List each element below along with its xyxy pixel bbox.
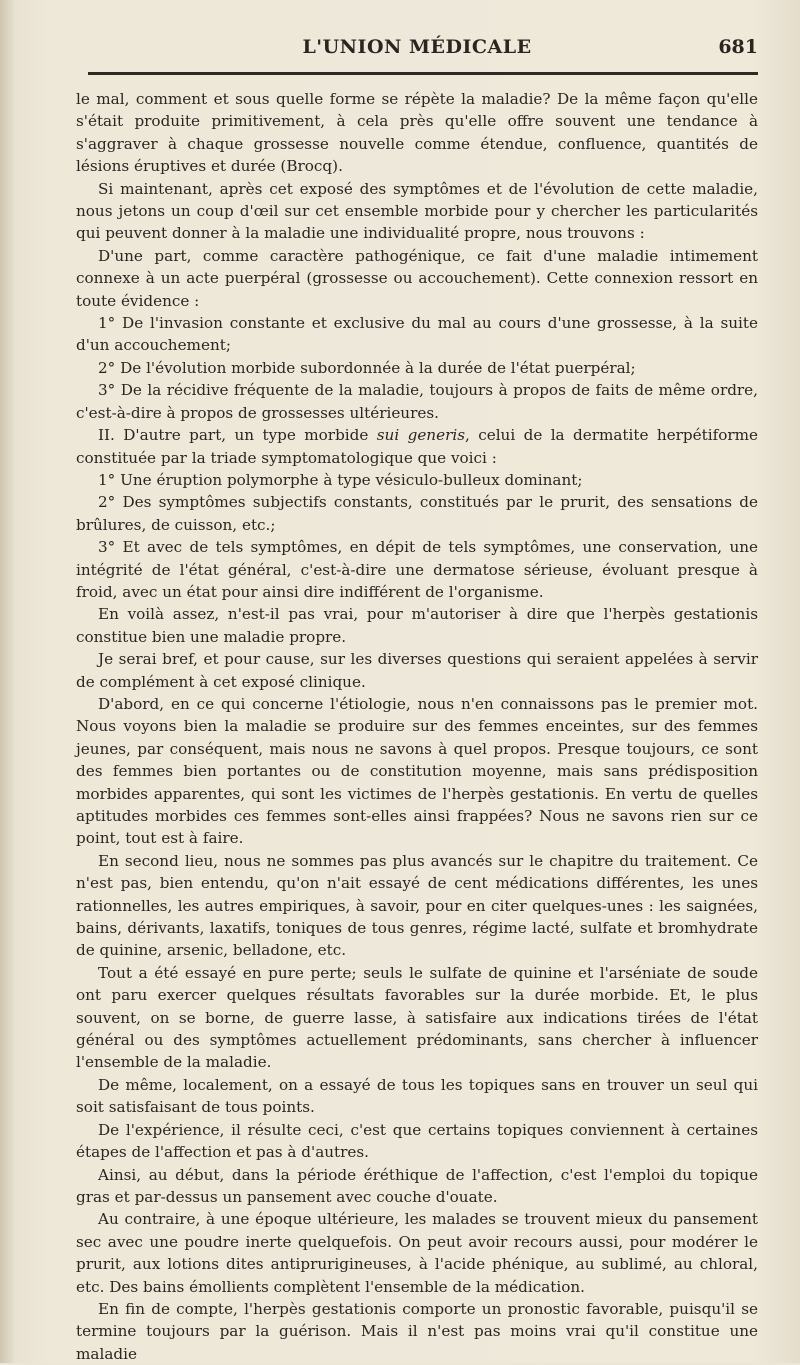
header-rule [88,72,758,75]
paragraph: 2° De l'évolution morbide subordonnée à la durée de l'état puerpéral; [98,358,636,377]
paragraph: De l'expérience, il résulte ceci, c'est que certains topiques conviennent à certaines étapes de l'affection et pas à d'autres. [76,1120,758,1162]
paragraph: 3° De la récidive fréquente de la maladie, toujours à propos de faits de même ordre, c'est-à-dire à propos de grossesses ultérieures. [76,381,758,422]
paragraph: 1° Une éruption polymorphe à type vésiculo-bulleux dominant; [98,470,583,489]
page-header [76,34,758,74]
paragraph: En fin de compte, l'herpès gestationis comporte un pronostic favorable, puisqu'il se termine toujours par la guérison. Mais il n'est pas moins vrai qu'il constitue une maladie [76,1299,758,1363]
paragraph: De même, localement, on a essayé de tous les topiques sans en trouver un seul qui soit satisfaisant de tous points. [76,1075,758,1117]
body-text [76,88,758,1365]
paragraph: Tout a été essayé en pure perte; seuls le sulfate de quinine et l'arséniate de soude ont paru exercer quelques résultats favorables sur la durée morbide. Et, le plus souvent, on se borne, de guerre lasse, à satisfaire aux indications tirées de l'état général ou des symptômes actuellement prédominants, sans chercher à influencer l'ensemble de la maladie. [76,963,758,1072]
paragraph: 1° De l'invasion constante et exclusive du mal au cours d'une grossesse, à la suite d'un accouchement; [76,314,758,355]
paragraph: En voilà assez, n'est-il pas vrai, pour m'autoriser à dire que l'herpès gestationis constitue bien une maladie propre. [76,605,758,646]
paragraph: En second lieu, nous ne sommes pas plus avancés sur le chapitre du traitement. Ce n'est pas, bien entendu, qu'on n'ait essayé de cent médications différentes, les unes rationnelles, les autres empiriques, à savoir, pour en citer quelques-unes : les saignées, bains, dérivants, laxatifs, toniques de tous genres, régime lacté, sulfate et bromhydrate de quinine, arsenic, belladone, etc. [76,851,758,960]
paragraph: II. D'autre part, un type morbide sui generis, celui de la dermatite herpétiforme constituée par la triade symptomatologique que voici : [76,426,758,467]
paragraph: Ainsi, au début, dans la période éréthique de l'affection, c'est l'emploi du topique gras et par-dessus un pansement avec couche d'ouate. [76,1165,758,1206]
paragraph: Si maintenant, après cet exposé des symptômes et de l'évolution de cette maladie, nous jetons un coup d'œil sur cet ensemble morbide pour y chercher les particularités qui peuvent donner à la maladie une individualité propre, nous trouvons : [76,179,758,243]
page-number: 681 [718,36,758,58]
paragraph: Au contraire, à une époque ultérieure, les malades se trouvent mieux du pansement sec avec une poudre inerte quelquefois. On peut avoir recours aussi, pour modérer le prurit, aux lotions dites antiprurigineuses, à l'acide phénique, au sublimé, au chloral, etc. Des bains émollients complètent l'ensemble de la médication. [76,1210,758,1296]
paragraph: Je serai bref, et pour cause, sur les diverses questions qui seraient appelées à servir de complément à cet exposé clinique. [76,650,758,691]
paragraph: D'une part, comme caractère pathogénique, ce fait d'une maladie intimement connexe à un acte puerpéral (grossesse ou accouchement). Cette connexion ressort en toute évidence : [76,246,758,310]
running-title: L'UNION MÉDICALE [302,36,532,58]
paragraph: le mal, comment et sous quelle forme se répète la maladie? De la même façon qu'elle s'était produite primitivement, à cela près qu'elle offre souvent une tendance à s'aggraver à chaque grossesse nouvelle comme étendue, confluence, quantités de lésions éruptives et durée (Brocq). [76,90,758,176]
page-spine-shadow [0,0,14,1363]
paragraph: 2° Des symptômes subjectifs constants, constitués par le prurit, des sensations de brûlures, de cuisson, etc.; [76,493,758,534]
paragraph: 3° Et avec de tels symptômes, en dépit de tels symptômes, une conservation, une intégrité de l'état général, c'est-à-dire une dermatose sérieuse, évoluant presque à froid, avec un état pour ainsi dire indifférent de l'organisme. [76,538,758,601]
paragraph: D'abord, en ce qui concerne l'étiologie, nous n'en connaissons pas le premier mot. Nous voyons bien la maladie se produire sur des femmes enceintes, sur des femmes jeunes, par conséquent, mais nous ne savons à quel propos. Presque toujours, ce sont des femmes bien portantes ou de constitution moyenne, mais sans prédisposition morbides apparentes, qui sont les victimes de l'herpès gestationis. En vertu de quelles aptitudes morbides ces femmes sont-elles ainsi frappées? Nous ne savons rien sur ce point, tout est à faire. [76,694,758,848]
latin-phrase: sui generis [376,426,465,445]
